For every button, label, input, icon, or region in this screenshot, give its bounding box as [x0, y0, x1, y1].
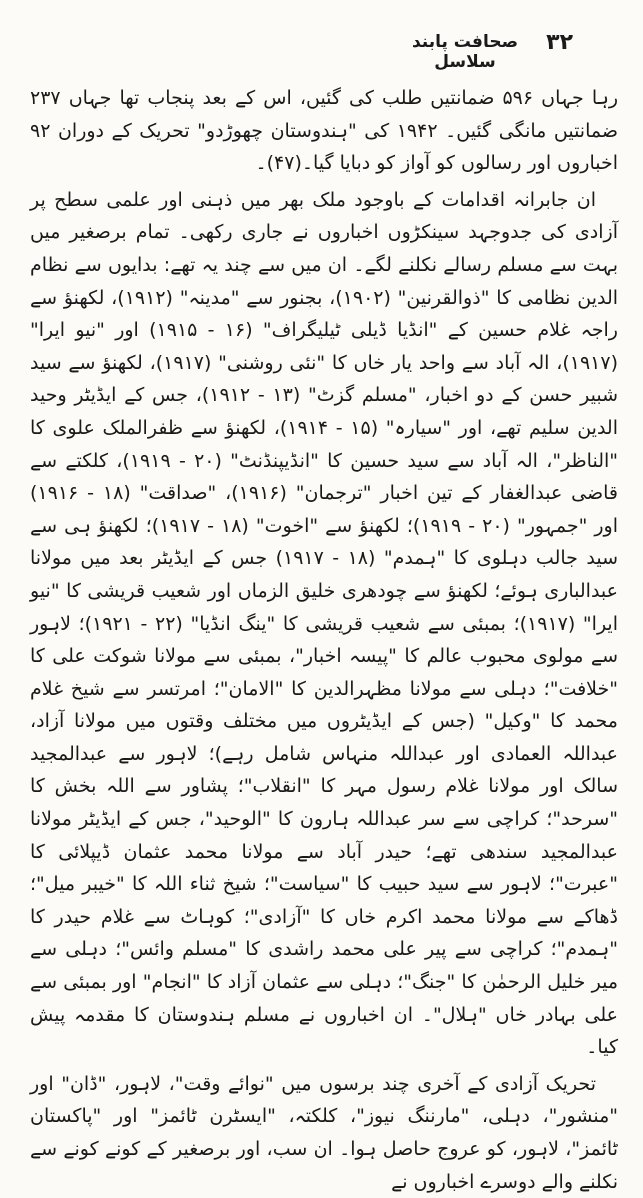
- page-body: [30, 82, 619, 1193]
- paragraph-1: رہا جہاں ۵۹۶ ضمانتیں طلب کی گئیں، اس کے بعد پنجاب تھا جہاں ۲۳۷ ضمانتیں مانگی گئیں۔ ۱۹۴۲ کی "ہندوستان چھوڑدو" تحریک کے دوران ۹۲ اخباروں اور رسالوں کو آواز کو دبایا گیا۔(۴۷)۔: [30, 87, 619, 175]
- paragraph-3: تحریک آزادی کے آخری چند برسوں میں "نوائے وقت"، لاہور، "ڈان" اور "منشور"، دہلی، "مارننگ نیوز"، کلکتہ، "ایسٹرن ٹائمز" اور "پاکستان ٹائمز"، لاہور، کو عروج حاصل ہوا۔ ان سب، اور برصغیر کے کونے کونے سے نکلنے والے دوسرے اخباروں نے: [30, 1072, 618, 1193]
- page-header: [0, 30, 643, 72]
- running-title: صحافت پابند سلاسل: [411, 32, 519, 72]
- page-number: ۳۲: [546, 30, 573, 55]
- paragraph-2: ان جابرانہ اقدامات کے باوجود ملک بھر میں ذہنی اور علمی سطح پر آزادی کی جدوجہد سینکڑوں اخباروں نے جاری رکھی۔ تمام برصغیر میں بہت سے مسلم رسالے نکلنے لگے۔ ان میں سے چند یہ تھے: بدایوں سے نظام الدین نظامی کا "ذوالقرنین" (۱۹۰۲)، بجنور سے "مدینہ" (۱۹۱۲)، لکھنؤ سے راجہ غلام حسین کے "انڈیا ڈیلی ٹیلیگراف" (۱۶ - ۱۹۱۵) اور "نیو ایرا" (۱۹۱۷)، الہ آباد سے واحد یار خاں کا "نئی روشنی" (۱۹۱۷)، لکھنؤ سے سید شبیر حسن کے دو اخبار، "مسلم گزٹ" (۱۳ - ۱۹۱۲)، جس کے ایڈیٹر وحید الدین سلیم تھے، اور "سیارہ" (۱۵ - ۱۹۱۴)، لکھنؤ سے ظفرالملک علوی کا "الناظر"، الہ آباد سے سید حسین کا "انڈیپنڈنٹ" (۲۰ - ۱۹۱۹)، کلکتے سے قاضی عبدالغفار کے تین اخبار "ترجمان" (۱۹۱۶)، "صداقت" (۱۸ - ۱۹۱۶) اور "جمہور" (۲۰ - ۱۹۱۹)؛ لکھنؤ سے "اخوت" (۱۸ - ۱۹۱۷)؛ لکھنؤ ہی سے سید جالب دہلوی کا "ہمدم" (۱۸ - ۱۹۱۷) جس کے ایڈیٹر بعد میں مولانا عبدالباری ہوئے؛ لکھنؤ سے چودھری خلیق الزماں اور شعیب قریشی کا "نیو ایرا" (۱۹۱۷)؛ بمبئی سے شعیب قریشی کا "ینگ انڈیا" (۲۲ - ۱۹۲۱)؛ لاہور سے مولوی محبوب عالم کا "پیسہ اخبار"، بمبئی سے مولانا شوکت علی کا "خلافت"؛ دہلی سے مولانا مظہرالدین کا "الامان"؛ امرتسر سے شیخ غلام محمد کا "وکیل" (جس کے ایڈیٹروں میں مختلف وقتوں میں مولانا آزاد، عبداللہ العمادی اور عبداللہ منہاس شامل رہے)؛ لاہور سے عبدالمجید سالک اور مولانا غلام رسول مہر کا "انقلاب"؛ پشاور سے اللہ بخش کا "سرحد"؛ کراچی سے سر عبداللہ ہارون کا "الوحید"، جس کے ایڈیٹر مولانا عبدالمجید سندھی تھے؛ حیدر آباد سے مولانا محمد عثمان ڈیپلائی کا "عبرت"؛ لاہور سے سید حبیب کا "سیاست"؛ شیخ ثناء اللہ کا "خیبر میل"؛ ڈھاکے سے مولانا محمد اکرم خاں کا "آزادی"؛ کوہاٹ سے غلام حیدر کا "ہمدم"؛ کراچی سے پیر علی محمد راشدی کا "مسلم وائس"؛ دہلی سے میر خلیل الرحمٰن کا "جنگ"؛ دہلی سے عثمان آزاد کا "انجام" اور بمبئی سے علی بہادر خاں "ہلال"۔ ان اخباروں نے مسلم ہندوستان کا مقدمہ پیش کیا۔: [30, 188, 619, 1059]
